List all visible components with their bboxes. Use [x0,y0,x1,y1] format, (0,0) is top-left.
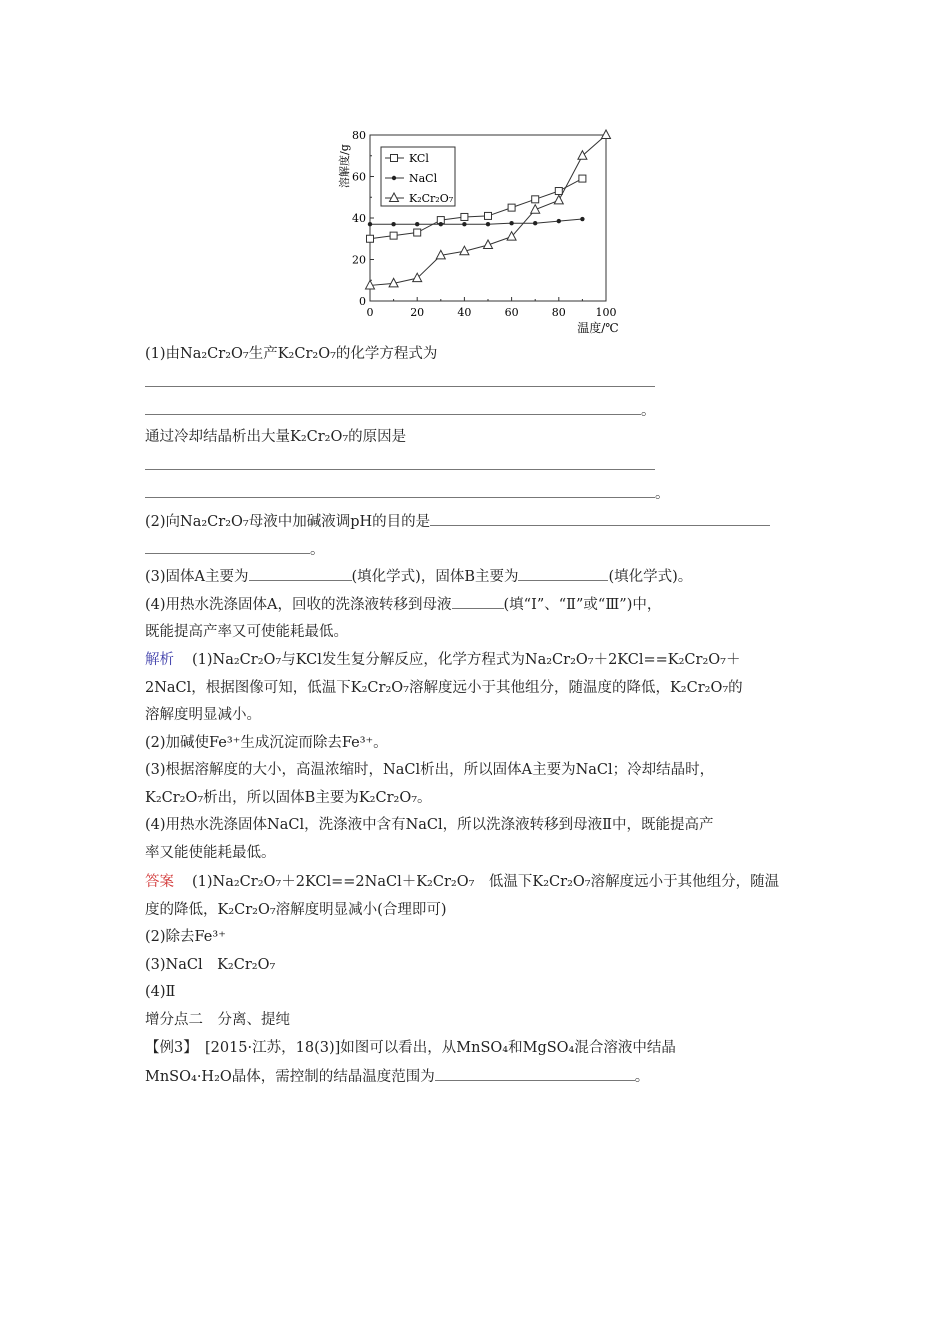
data-point-square [485,212,492,219]
analysis-line [145,733,388,753]
q4-text: (填“Ⅰ”、“Ⅱ”或“Ⅲ”)中， [503,597,662,613]
data-point-dot [580,217,584,221]
answer-text: (2)除去Fe³⁺ [145,929,226,945]
data-point-square [367,235,374,242]
analysis-line [145,815,714,835]
answer-line [145,900,447,920]
data-point-dot [391,222,395,226]
answer-text: (3)NaCl K₂Cr₂O₇ [145,956,276,973]
answer-line [145,872,779,892]
answer-line [145,982,175,1002]
period: 。 [634,1069,650,1085]
q3-text: (填化学式)，固体B主要为 [351,569,519,585]
x-tick-label: 40 [457,306,472,319]
data-point-triangle [578,151,587,160]
answer-blank[interactable] [435,1066,635,1081]
answer-blank[interactable] [145,483,655,498]
answer-blank[interactable] [145,400,641,415]
x-tick-label: 20 [410,306,425,319]
x-tick-label: 60 [504,306,519,319]
series-line-dot [370,219,582,224]
example-line: MnSO₄·H₂O晶体，需控制的结晶温度范围为 [145,1069,435,1085]
data-point-square [532,196,539,203]
answer-blank[interactable] [452,594,504,609]
analysis-text: 2NaCl，根据图像可知，低温下K₂Cr₂O₇溶解度远小于其他组分，随温度的降低，K₂Cr₂O₇的 [145,679,743,696]
analysis-text: 溶解度明显减小。 [145,707,261,723]
answer-line [145,955,275,975]
answer-blank[interactable] [145,455,655,470]
analysis-line [145,650,740,670]
analysis-text: (4)用热水洗涤固体NaCl，洗涤液中含有NaCl，所以洗涤液转移到母液Ⅱ中，既能提高产 [145,817,714,833]
x-tick-label: 0 [366,306,374,319]
y-tick-label: 0 [359,295,366,308]
answer-line [145,927,226,947]
data-point-dot [509,221,513,225]
analysis-text: (1)Na₂Cr₂O₇与KCl发生复分解反应，化学方程式为Na₂Cr₂O₇＋2KCl==K₂Cr₂O₇＋ [192,652,741,668]
answer-blank[interactable] [145,372,655,387]
answer-text: (1)Na₂Cr₂O₇＋2KCl==2NaCl＋K₂Cr₂O₇ 低温下K₂Cr₂O₇溶解度远小于其他组分，随温 [192,874,780,890]
answer-text: 度的降低，K₂Cr₂O₇溶解度明显减小(合理即可) [145,901,447,918]
data-point-square [508,204,515,211]
q1-reason: 通过冷却结晶析出大量K₂Cr₂O₇的原因是 [145,429,407,445]
x-tick-label: 100 [595,306,617,319]
data-point-square [390,232,397,239]
q1-text: (1)由Na₂Cr₂O₇生产K₂Cr₂O₇的化学方程式为 [145,346,438,362]
answer-blank[interactable] [145,539,310,554]
data-point-dot [533,221,537,225]
q3-text: (3)固体A主要为 [145,569,249,585]
data-point-square [555,188,562,195]
analysis-line [145,843,276,863]
legend-label: NaCl [409,172,438,185]
analysis-line [145,705,261,725]
period: 。 [310,542,325,558]
y-tick-label: 60 [352,170,366,184]
legend-marker-square [391,155,398,162]
data-point-dot [415,222,419,226]
q3-text: (填化学式)。 [608,569,693,585]
answer-blank[interactable] [430,511,770,526]
data-point-dot [439,222,443,226]
data-point-dot [557,219,561,223]
data-point-square [579,175,586,182]
y-tick-label: 20 [352,253,366,267]
data-point-dot [368,222,372,226]
x-tick-label: 80 [551,306,566,319]
period: 。 [641,403,656,419]
y-tick-label: 80 [352,129,366,142]
example-line: 【例3】 [2015·江苏，18(3)]如图可以看出，从MnSO₄和MgSO₄混合溶液中结晶 [145,1040,676,1056]
q4-text: 既能提高产率又可使能耗最低。 [145,624,348,640]
data-point-square [414,229,421,236]
analysis-line [145,788,432,808]
y-tick-label: 40 [352,212,366,225]
analysis-text: (2)加碱使Fe³⁺生成沉淀而除去Fe³⁺。 [145,734,388,751]
x-axis-label: 温度/℃ [577,321,619,335]
answer-text: (4)Ⅱ [145,984,176,1000]
section-heading: 增分点二 分离、提纯 [145,1012,290,1028]
data-point-triangle [554,195,563,204]
data-point-square [461,213,468,220]
answer-label: 答案 [145,874,174,890]
analysis-text: K₂Cr₂O₇析出，所以固体B主要为K₂Cr₂O₇。 [145,789,432,806]
q2-text: (2)向Na₂Cr₂O₇母液中加碱液调pH的目的是 [145,514,431,530]
data-point-triangle [602,130,611,139]
legend-label: K₂Cr₂O₇ [409,192,454,205]
analysis-text: 率又能使能耗最低。 [145,844,276,861]
analysis-line [145,760,714,780]
y-axis-label: 溶解度/g [338,144,351,188]
analysis-text: (3)根据溶解度的大小，高温浓缩时，NaCl析出，所以固体A主要为NaCl；冷却结晶时， [145,762,715,778]
solubility-chart [0,0,950,340]
data-point-dot [462,222,466,226]
legend-marker-dot [392,176,396,180]
analysis-label: 解析 [145,652,174,668]
analysis-line [145,678,743,698]
data-point-dot [486,222,490,226]
q4-text: (4)用热水洗涤固体A，回收的洗涤液转移到母液 [145,597,452,613]
period: 。 [655,486,670,502]
legend-label: KCl [409,152,429,165]
answer-blank[interactable] [518,566,608,581]
answer-blank[interactable] [249,566,352,581]
